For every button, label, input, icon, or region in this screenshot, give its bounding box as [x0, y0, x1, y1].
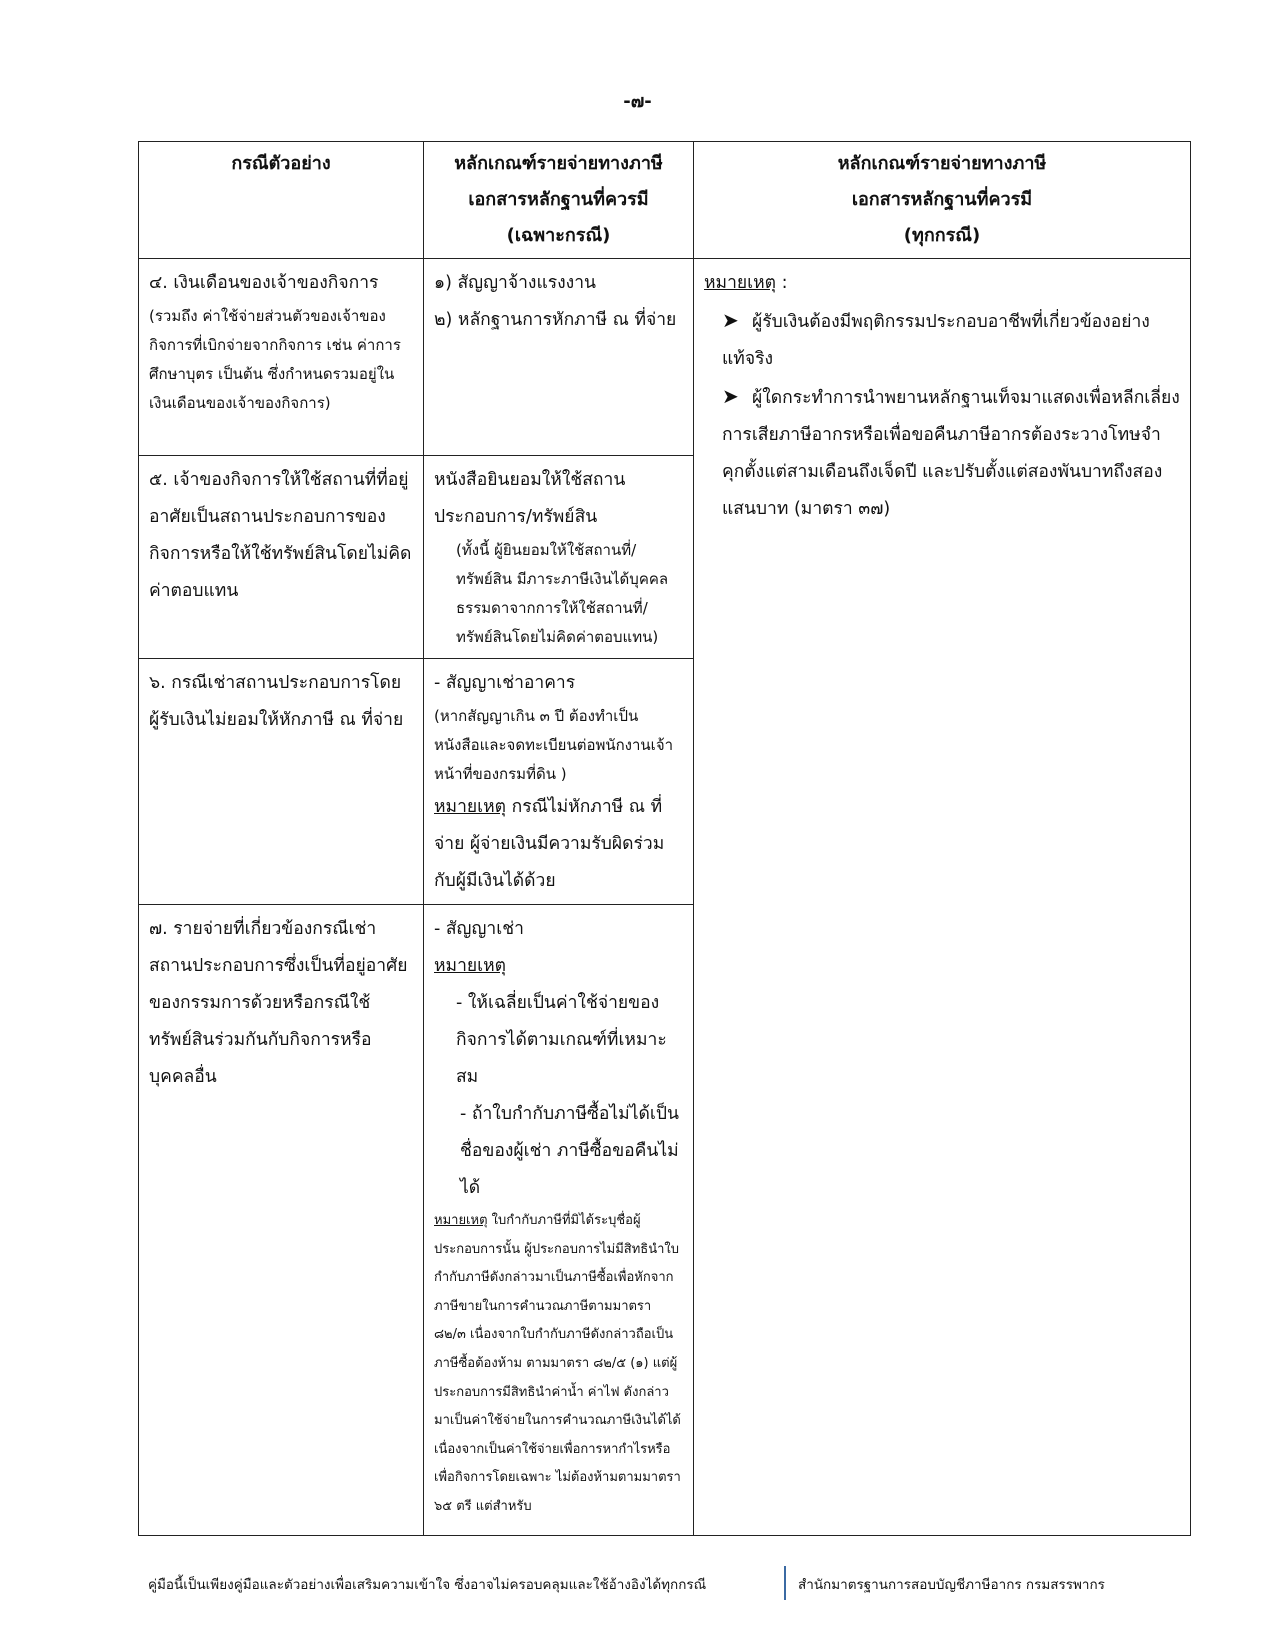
case-title: ๔. เงินเดือนของเจ้าของกิจการ	[149, 273, 379, 293]
case-text: ๗. รายจ่ายที่เกี่ยวข้องกรณีเช่าสถานประกอบการซึ่งเป็นที่อยู่อาศัยของกรรมการด้วยหรือกรณีใช้ทรัพย์สินร่วมกันกับกิจการหรือบุคคลอื่น	[149, 919, 408, 1087]
header-col2-line1: หลักเกณฑ์รายจ่ายทางภาษี	[454, 153, 663, 174]
header-case-example	[139, 142, 424, 259]
remark-point: - ถ้าใบกำกับภาษีซื้อไม่ได้เป็นชื่อของผู้เช่า ภาษีซื้อขอคืนไม่ได้	[460, 1104, 679, 1198]
header-specific-docs	[424, 142, 694, 259]
general-notes-heading	[704, 265, 1180, 302]
doc-item: - สัญญาเช่า	[434, 919, 524, 939]
tax-expense-table	[138, 141, 1191, 1536]
doc-item: - สัญญาเช่าอาคาร	[434, 673, 576, 693]
general-notes-cell	[694, 259, 1191, 1536]
remark-label: หมายเหตุ	[434, 956, 507, 976]
case-cell	[139, 456, 424, 659]
general-note-text: ผู้ใดกระทำการนำพยานหลักฐานเท็จมาแสดงเพื่อหลีกเลี่ยงการเสียภาษีอากรหรือเพื่อขอคืนภาษีอากรต้องระวางโทษจำคุกตั้งแต่สามเดือนถึงเจ็ดปี และปรับตั้งแต่สองพันบาทถึงสองแสนบาท (มาตรา ๓๗)	[722, 388, 1180, 519]
doc-item: ๒) หลักฐานการหักภาษี ณ ที่จ่าย	[434, 310, 677, 330]
footer-office: สำนักมาตรฐานการสอบบัญชีภาษีอากร กรมสรรพากร	[798, 1577, 1105, 1593]
doc-item: ๑) สัญญาจ้างแรงงาน	[434, 273, 597, 293]
footer-divider	[784, 1566, 786, 1600]
small-note-label: หมายเหตุ	[434, 1213, 488, 1228]
specific-doc-cell	[424, 456, 694, 659]
general-note-bullet	[704, 378, 1180, 528]
page-number: -๗-	[623, 91, 652, 112]
specific-doc-cell	[424, 659, 694, 905]
header-col1-text: กรณีตัวอย่าง	[231, 153, 331, 174]
header-col3-line1: หลักเกณฑ์รายจ่ายทางภาษี	[837, 153, 1047, 174]
table-row	[139, 259, 1191, 456]
footer-disclaimer: คู่มือนี้เป็นเพียงคู่มือและตัวอย่างเพื่อเสริมความเข้าใจ ซึ่งอาจไม่ครอบคลุมและใช้อ้างอิงได้ทุกกรณี	[148, 1577, 707, 1593]
doc-item: หนังสือยินยอมให้ใช้สถานประกอบการ/ทรัพย์สิน	[434, 470, 626, 527]
remark	[434, 789, 683, 900]
case-text: ๖. กรณีเช่าสถานประกอบการโดยผู้รับเงินไม่ยอมให้หักภาษี ณ ที่จ่าย	[149, 673, 404, 730]
remark-point: - ให้เฉลี่ยเป็นค่าใช้จ่ายของกิจการได้ตามเกณฑ์ที่เหมาะสม	[456, 993, 667, 1087]
remark-text: กรณีไม่หักภาษี ณ ที่จ่าย ผู้จ่ายเงินมีความรับผิดร่วมกับผู้มีเงินได้ด้วย	[434, 797, 665, 891]
general-note-text: ผู้รับเงินต้องมีพฤติกรรมประกอบอาชีพที่เกี่ยวข้องอย่างแท้จริง	[722, 312, 1150, 369]
arrow-bullet-icon: ➤	[722, 308, 739, 332]
remark-label: หมายเหตุ	[434, 797, 507, 817]
general-note-bullet	[704, 302, 1180, 378]
small-note	[434, 1207, 683, 1522]
case-text: ๕. เจ้าของกิจการให้ใช้สถานที่ที่อยู่อาศัยเป็นสถานประกอบการของกิจการหรือให้ใช้ทรัพย์สินโดยไม่คิดค่าตอบแทน	[149, 470, 412, 601]
small-note-text: ใบกำกับภาษีที่มิได้ระบุชื่อผู้ประกอบการนั้น ผู้ประกอบการไม่มีสิทธินำใบกำกับภาษีดังกล่าวมาเป็นภาษีซื้อเพื่อหักจากภาษีขายในการคำนวณภาษีตามมาตรา ๘๒/๓ เนื่องจากใบกำกับภาษีดังกล่าวถือเป็นภาษีซื้อต้องห้าม ตามมาตรา ๘๒/๕ (๑) แต่ผู้ประกอบการมีสิทธินำค่าน้ำ ค่าไฟ ดังกล่าวมาเป็นค่าใช้จ่ายในการคำนวณภาษีเงินได้ได้ เนื่องจากเป็นค่าใช้จ่ายเพื่อการหากำไรหรือเพื่อกิจการโดยเฉพาะ ไม่ต้องห้ามตามมาตรา ๖๕ ตรี แต่สำหรับ	[434, 1213, 681, 1514]
general-notes-label: หมายเหตุ	[704, 273, 777, 293]
specific-doc-cell	[424, 259, 694, 456]
doc-note: (ทั้งนี้ ผู้ยินยอมให้ใช้สถานที่/ทรัพย์สิน มีภาระภาษีเงินได้บุคคลธรรมดาจากการให้ใช้สถานที่/ทรัพย์สินโดยไม่คิดค่าตอบแทน)	[456, 541, 669, 646]
case-cell	[139, 905, 424, 1536]
table-header-row	[139, 142, 1191, 259]
case-detail: (รวมถึง ค่าใช้จ่ายส่วนตัวของเจ้าของกิจการที่เบิกจ่ายจากกิจการ เช่น ค่าการศึกษาบุตร เป็นต้น ซึ่งกำหนดรวมอยู่ในเงินเดือนของเจ้าของกิจการ)	[149, 307, 401, 412]
specific-doc-cell	[424, 905, 694, 1536]
header-col2-line3: (เฉพาะกรณี)	[506, 225, 611, 246]
case-cell	[139, 259, 424, 456]
case-cell	[139, 659, 424, 905]
arrow-bullet-icon: ➤	[722, 384, 739, 408]
doc-note: (หากสัญญาเกิน ๓ ปี ต้องทำเป็นหนังสือและจดทะเบียนต่อพนักงานเจ้าหน้าที่ของกรมที่ดิน )	[434, 707, 674, 783]
general-notes-colon: :	[776, 273, 788, 293]
header-col3-line2: เอกสารหลักฐานที่ควรมี	[851, 189, 1033, 210]
header-all-cases-docs	[694, 142, 1191, 259]
header-col3-line3: (ทุกกรณี)	[903, 225, 981, 246]
header-col2-line2: เอกสารหลักฐานที่ควรมี	[468, 189, 649, 210]
